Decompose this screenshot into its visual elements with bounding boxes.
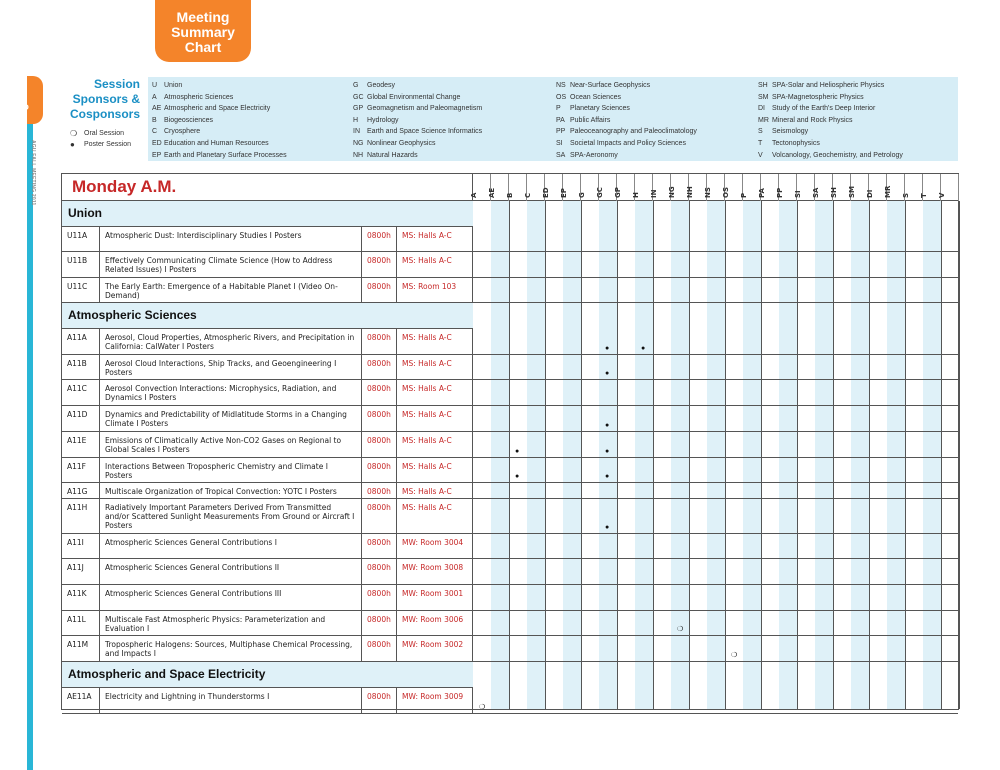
legend-entry [556, 92, 697, 104]
column-header-label: G [578, 192, 586, 198]
section-title: Atmospheric and Space Electricity [68, 667, 266, 681]
session-title: Interactions Between Tropospheric Chemistry and Climate I Posters [100, 458, 362, 482]
session-time: 0800h [362, 483, 397, 498]
column-header-label: SI [794, 190, 802, 198]
session-title: The Early Earth: Emergence of a Habitable Planet I (Video On-Demand) [100, 278, 362, 302]
legend-code: PP [556, 128, 566, 136]
column-header-label: GP [614, 187, 622, 198]
column-header-label: B [506, 192, 514, 198]
legend-label: Earth and Planetary Surface Processes [164, 151, 287, 159]
session-row [62, 483, 958, 499]
legend-label: SPA-Aeronomy [570, 151, 618, 159]
legend-title-line1: Session [93, 77, 140, 91]
session-time: 0800h [362, 432, 397, 457]
session-row [62, 636, 958, 662]
poster-session-label: Poster Session [84, 141, 132, 148]
session-room: MS: Halls A-C [397, 483, 473, 498]
legend-label: Natural Hazards [367, 151, 418, 159]
column-header-label: MR [884, 185, 892, 198]
session-time: 0800h [362, 252, 397, 277]
section-header [62, 201, 473, 227]
legend-label: Global Environmental Change [367, 93, 461, 101]
session-time: 0800h [362, 636, 397, 661]
legend-code: SA [556, 151, 566, 159]
column-header-label: PA [758, 188, 766, 198]
legend-label: Near-Surface Geophysics [570, 82, 651, 89]
session-row [62, 355, 958, 380]
column-header-label: NS [704, 187, 712, 198]
session-code: U11C [62, 278, 100, 302]
legend-label: Union [164, 82, 183, 89]
session-title: Aerosol Cloud Interactions, Ship Tracks, and Geoengineering I Posters [100, 355, 362, 379]
legend-poster-key [70, 140, 131, 149]
legend-entry [353, 80, 482, 92]
session-code: A11A [62, 329, 100, 354]
session-time: 0800h [362, 559, 397, 584]
session-time: 0800h [362, 355, 397, 379]
legend-code: H [353, 116, 359, 124]
session-room: MS: Halls A-C [397, 458, 473, 482]
legend-entry [152, 103, 287, 115]
session-time: 0800h [362, 329, 397, 354]
column-header-label: T [920, 193, 928, 198]
session-time: 0800h [362, 406, 397, 431]
legend-column [353, 80, 482, 161]
session-row [62, 252, 958, 278]
legend-label: Earth and Space Science Informatics [367, 128, 483, 136]
session-code: A11D [62, 406, 100, 431]
legend-entry [353, 115, 482, 127]
session-room: MS: Halls A-C [397, 329, 473, 354]
session-code: A11C [62, 380, 100, 405]
oral-session-marker: ❍ [677, 626, 684, 633]
legend-code: DI [758, 105, 765, 113]
session-room: MW: Room 3002 [397, 636, 473, 661]
column-header-label: DI [866, 189, 874, 198]
header-line3: Chart [184, 39, 222, 55]
session-row [62, 559, 958, 585]
session-code: A11G [62, 483, 100, 498]
column-header-label: OS [722, 187, 730, 198]
session-code: A11B [62, 355, 100, 379]
legend-entry [152, 115, 287, 127]
poster-session-icon: ● [70, 140, 75, 149]
oral-session-icon: ❍ [70, 129, 78, 138]
edge-running-text: AGU FALL MEETING 2011 [30, 140, 36, 206]
session-code: AE11A [62, 688, 100, 713]
section-title: Union [68, 206, 102, 220]
section-title: Atmospheric Sciences [68, 308, 197, 322]
legend-label: Atmospheric Sciences [164, 93, 234, 101]
legend-code: OS [556, 93, 567, 101]
legend-entry [758, 115, 903, 127]
legend-code: P [556, 105, 561, 113]
legend-entry [556, 126, 697, 138]
session-room: MS: Halls A-C [397, 432, 473, 457]
session-time: 0800h [362, 380, 397, 405]
session-room: MW: Room 3001 [397, 585, 473, 610]
column-divider [959, 201, 960, 709]
legend-entry [556, 103, 697, 115]
legend-entry [758, 126, 903, 138]
column-header-label: C [524, 192, 532, 198]
legend-code: ED [152, 139, 162, 147]
session-title: Electricity and Lightning in Thunderstorms I [100, 688, 362, 713]
session-room: MS: Halls A-C [397, 355, 473, 379]
session-row [62, 688, 958, 714]
session-code: A11H [62, 499, 100, 533]
legend-code: U [152, 82, 158, 89]
legend-code: NS [556, 82, 566, 89]
legend-code: GP [353, 105, 364, 113]
legend-label: Tectonophysics [772, 139, 820, 147]
session-time: 0800h [362, 585, 397, 610]
column-header-label: AE [488, 187, 496, 198]
session-room: MW: Room 3008 [397, 559, 473, 584]
session-title: Aerosol Convection Interactions: Microphysics, Radiation, and Dynamics I Posters [100, 380, 362, 405]
legend-label: Public Affairs [570, 116, 611, 124]
column-header-label: H [632, 192, 640, 198]
column-header-label: NG [668, 186, 676, 198]
session-title: Effectively Communicating Climate Science (How to Address Related Issues) I Posters [100, 252, 362, 277]
section-header [62, 303, 473, 329]
legend-code: NH [353, 151, 364, 159]
session-row [62, 432, 958, 458]
session-row [62, 611, 958, 636]
session-time: 0800h [362, 688, 397, 713]
session-title: Tropospheric Halogens: Sources, Multiphase Chemical Processing, and Impacts I [100, 636, 362, 661]
legend-title-line3: Cosponsors [69, 107, 140, 121]
column-header-label: IN [650, 189, 658, 198]
session-title: Atmospheric Dust: Interdisciplinary Studies I Posters [100, 227, 362, 251]
legend-title-block [44, 77, 140, 122]
session-code: A11M [62, 636, 100, 661]
legend-entry [353, 150, 482, 162]
legend-code: IN [353, 128, 360, 136]
legend-label: Geodesy [367, 82, 396, 89]
poster-session-marker: ● [641, 345, 646, 352]
legend-entry [758, 150, 903, 162]
day-header [62, 174, 473, 201]
session-title: Multiscale Fast Atmospheric Physics: Parameterization and Evaluation I [100, 611, 362, 635]
legend-code: SH [758, 82, 768, 89]
legend-label: Nonlinear Geophysics [367, 139, 436, 147]
session-row [62, 278, 958, 303]
summary-table [61, 173, 959, 710]
column-header-label: NH [686, 186, 694, 198]
session-title: Aerosol, Cloud Properties, Atmospheric Rivers, and Precipitation in California: CalWater I Posters [100, 329, 362, 354]
session-title: Radiatively Important Parameters Derived From Transmitted and/or Scattered Sunlight Measurements From Ground or Aircraft I Posters [100, 499, 362, 533]
session-code: U11B [62, 252, 100, 277]
legend-entry [758, 138, 903, 150]
oral-session-marker: ❍ [731, 652, 738, 659]
session-title: Emissions of Climatically Active Non-CO2 Gases on Regional to Global Scales I Posters [100, 432, 362, 457]
session-code: A11F [62, 458, 100, 482]
legend-label: Cryosphere [164, 128, 201, 136]
session-title: Dynamics and Predictability of Midlatitude Storms in a Changing Climate I Posters [100, 406, 362, 431]
header-tab [155, 0, 251, 62]
session-row [62, 227, 958, 252]
legend-entry [556, 150, 697, 162]
legend-entry [758, 80, 903, 92]
legend-label: Planetary Sciences [570, 105, 630, 113]
legend-label: Volcanology, Geochemistry, and Petrology [772, 151, 903, 159]
legend-code: AE [152, 105, 162, 113]
legend-entry [152, 80, 287, 92]
poster-session-marker: ● [605, 370, 610, 377]
column-header-label: SA [812, 187, 820, 198]
legend-label: Mineral and Rock Physics [772, 116, 853, 124]
session-code: U11A [62, 227, 100, 251]
legend-title-line2: Sponsors & [72, 92, 140, 106]
legend-column [556, 80, 697, 161]
column-header-label: ED [542, 187, 550, 198]
legend-entry [556, 115, 697, 127]
day-title: Monday A.M. [72, 177, 177, 196]
legend-label: Ocean Sciences [570, 93, 621, 101]
poster-session-marker: ● [605, 473, 610, 480]
legend-code: EP [152, 151, 162, 159]
session-room: MS: Room 103 [397, 278, 473, 302]
session-room: MS: Halls A-C [397, 406, 473, 431]
legend-label: Hydrology [367, 116, 399, 124]
column-header-label: SH [830, 187, 838, 198]
legend-code: MR [758, 116, 769, 124]
legend-code: GC [353, 93, 364, 101]
session-room: MS: Halls A-C [397, 227, 473, 251]
legend-entry [353, 92, 482, 104]
legend-label: Education and Human Resources [164, 139, 269, 147]
column-header-label: S [902, 192, 910, 198]
legend-code: B [152, 116, 157, 124]
session-row [62, 534, 958, 559]
poster-session-marker: ● [605, 422, 610, 429]
column-header-label: EP [560, 188, 568, 198]
legend-code: S [758, 128, 763, 136]
column-header-label: V [938, 192, 946, 198]
poster-session-marker: ● [515, 473, 520, 480]
session-time: 0800h [362, 611, 397, 635]
session-room: MS: Halls A-C [397, 380, 473, 405]
legend-code: V [758, 151, 763, 159]
legend-label: Study of the Earth's Deep Interior [772, 105, 876, 113]
session-row [62, 585, 958, 611]
oral-session-marker: ❍ [479, 704, 486, 711]
sponsor-legend [148, 77, 958, 161]
legend-label: Geomagnetism and Paleomagnetism [367, 105, 483, 113]
column-header-label: A [470, 192, 478, 198]
header-line2: Summary [171, 24, 235, 40]
column-header-label: PP [776, 187, 784, 198]
legend-entry [152, 150, 287, 162]
session-time: 0800h [362, 458, 397, 482]
session-time: 0800h [362, 499, 397, 533]
legend-code: PA [556, 116, 565, 124]
legend-label: SPA-Magnetospheric Physics [772, 93, 864, 101]
poster-session-marker: ● [515, 448, 520, 455]
poster-session-marker: ● [605, 345, 610, 352]
legend-label: Atmospheric and Space Electricity [164, 105, 271, 113]
legend-code: SM [758, 93, 769, 101]
legend-code: C [152, 128, 158, 136]
legend-entry [556, 80, 697, 92]
poster-session-marker: ● [605, 524, 610, 531]
session-time: 0800h [362, 278, 397, 302]
column-header-label: P [740, 192, 748, 198]
legend-label: Paleoceanography and Paleoclimatology [570, 128, 697, 136]
column-header-label: SM [848, 185, 856, 198]
legend-entry [353, 138, 482, 150]
legend-code: SI [556, 139, 563, 147]
session-room: MW: Room 3004 [397, 534, 473, 558]
header-line1: Meeting [176, 9, 230, 25]
session-time: 0800h [362, 227, 397, 251]
session-row [62, 380, 958, 406]
session-room: MS: Halls A-C [397, 499, 473, 533]
legend-label: Biogeosciences [164, 116, 214, 124]
legend-code: A [152, 93, 157, 101]
legend-entry [152, 126, 287, 138]
session-code: A11K [62, 585, 100, 610]
legend-entry [152, 138, 287, 150]
legend-code: NG [353, 139, 364, 147]
session-code: A11E [62, 432, 100, 457]
session-room: MS: Halls A-C [397, 252, 473, 277]
legend-entry [556, 138, 697, 150]
column-header-label: GC [596, 187, 604, 198]
oral-session-label: Oral Session [84, 130, 125, 137]
legend-oral-key [70, 129, 124, 138]
session-code: A11J [62, 559, 100, 584]
legend-entry [758, 92, 903, 104]
legend-entry [758, 103, 903, 115]
page-number: 2 [18, 104, 30, 111]
legend-label: Societal Impacts and Policy Sciences [570, 139, 686, 147]
session-title: Atmospheric Sciences General Contributions III [100, 585, 362, 610]
poster-session-marker: ● [605, 448, 610, 455]
session-title: Multiscale Organization of Tropical Convection: YOTC I Posters [100, 483, 362, 498]
session-time: 0800h [362, 534, 397, 558]
session-row [62, 406, 958, 432]
session-room: MW: Room 3009 [397, 688, 473, 713]
legend-label: Seismology [772, 128, 809, 136]
legend-column [152, 80, 287, 161]
legend-code: T [758, 139, 763, 147]
session-title: Atmospheric Sciences General Contributions I [100, 534, 362, 558]
legend-entry [353, 103, 482, 115]
column-headers [470, 174, 959, 201]
legend-code: G [353, 82, 359, 89]
column-header-v [938, 174, 959, 201]
legend-column [758, 80, 903, 161]
legend-entry [353, 126, 482, 138]
session-row [62, 329, 958, 355]
page-number-tab [27, 76, 43, 124]
section-header [62, 662, 473, 688]
session-row [62, 499, 958, 534]
legend-entry [152, 92, 287, 104]
session-code: A11I [62, 534, 100, 558]
session-row [62, 458, 958, 483]
session-code: A11L [62, 611, 100, 635]
legend-label: SPA-Solar and Heliospheric Physics [772, 82, 885, 89]
session-room: MW: Room 3006 [397, 611, 473, 635]
session-title: Atmospheric Sciences General Contributions II [100, 559, 362, 584]
